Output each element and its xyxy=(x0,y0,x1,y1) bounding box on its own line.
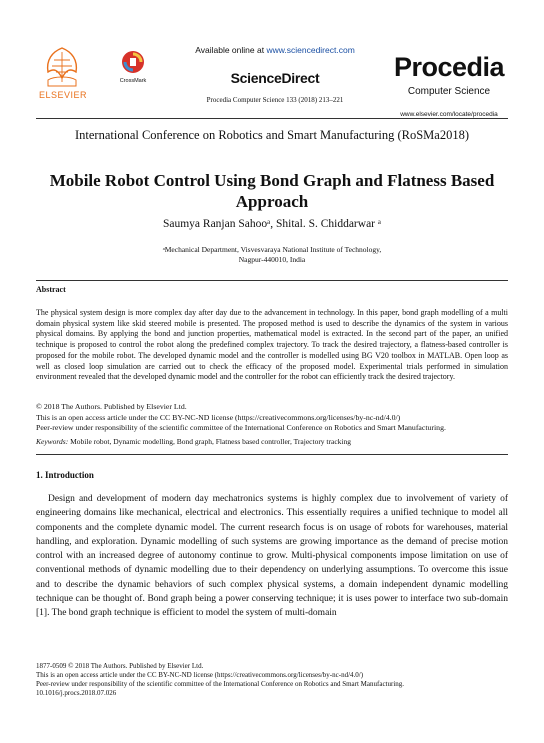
affiliation xyxy=(36,245,508,265)
available-online xyxy=(160,45,390,55)
copyright-block xyxy=(36,402,508,434)
section-body: Design and development of modern day mechatronics systems is highly complex due to involvement of variety of engineering domains like mechanical, electrical and electronics. This essentially requires a unified technique to model all components and the complete dynamic model. The current research focus is on usage of robots for warehouses, material handling, and exploration. Dynamic modelling of such systems are growing importance as the demand of precise motion control with an increased degree of autonomy continue to grow. Multi-physical components impose limitation on use of conventional methods of dynamic modelling due to their dependency on underlying assumptions. To overcome this issue and to describe the dynamic behaviors of such complex physical systems, a domain independent dynamic modelling technique can be thought of. Bond graph being a power conserving technique; it is uses power to interface two sub-domain [1]. The bond graph technique is efficient to model the system of multi-domain xyxy=(36,494,508,619)
copyright-line: © 2018 The Authors. Published by Elsevier Ltd. xyxy=(36,402,187,411)
footer-open-access: This is an open access article under the CC BY-NC-ND license (https://creativecommons.org/licenses/by-nc-nd/4.0/) xyxy=(36,671,364,679)
keywords-label: Keywords: xyxy=(36,437,69,446)
peer-review-line: Peer-review under responsibility of the scientific committee of the International Conference on Robotics and Smart Manufacturing. xyxy=(36,423,446,432)
elsevier-logo xyxy=(34,42,90,102)
elsevier-wordmark: ELSEVIER xyxy=(38,90,88,100)
footer-issn: 1877-0509 © 2018 The Authors. Published by Elsevier Ltd. xyxy=(36,662,204,670)
keywords-rule xyxy=(36,454,508,455)
affiliation-line: ᵃMechanical Department, Visvesvaraya National Institute of Technology, xyxy=(162,245,382,254)
conference-name: International Conference on Robotics and Smart Manufacturing (RoSMa2018) xyxy=(74,128,469,142)
journal-url[interactable]: www.elsevier.com/locate/procedia xyxy=(400,111,498,118)
citation-line: Procedia Computer Science 133 (2018) 213–221 xyxy=(206,96,344,104)
header-rule xyxy=(36,118,508,119)
journal-subtitle: Computer Science xyxy=(407,86,491,97)
sciencedirect-link[interactable]: www.sciencedirect.com xyxy=(266,45,355,55)
footer-peer-review: Peer-review under responsibility of the scientific committee of the International Conference on Robotics and Smart Manufacturing. xyxy=(36,680,405,688)
available-prefix: Available online at xyxy=(195,45,265,55)
journal-name: Procedia xyxy=(393,52,505,82)
crossmark-label: CrossMark xyxy=(119,78,147,84)
section-heading: 1. Introduction xyxy=(36,470,94,480)
affiliation-line: Nagpur-440010, India xyxy=(238,255,306,264)
footer-doi[interactable]: 10.1016/j.procs.2018.07.026 xyxy=(36,689,117,697)
footer xyxy=(36,662,508,698)
keywords-text: Mobile robot, Dynamic modelling, Bond graph, Flatness based controller, Trajectory tracking xyxy=(68,437,352,446)
open-access-line: This is an open access article under the CC BY-NC-ND license (https://creativecommons.org/licenses/by-nc-nd/4.0/) xyxy=(36,412,401,422)
author-list: Saumya Ranjan Sahooᵃ, Shital. S. Chiddarwar ᵃ xyxy=(162,218,382,230)
abstract-heading: Abstract xyxy=(36,285,66,294)
abstract-top-rule xyxy=(36,280,508,281)
paper-title: Mobile Robot Control Using Bond Graph and Flatness Based Approach xyxy=(49,171,495,211)
abstract-text: The physical system design is more complex day after day due to the advancement in technology. In this paper, bond graph modelling of a multi domain physical system like skid steered mobile is presented. The proposed method is used to describe the dynamics of the system in various physical domains. By applying the bond and junction properties, mathematical model is extracted. In the second part of the paper, an unified technique is proposed to control the robot along the predefined complex trajectory. To track the desired trajectory, a flatness-based controller is proposed for the mobile robot. The developed dynamic model and the controller is modelled using BG V20 toolbox in MATLAB. Open loop as well as closed loop simulation are carried out to check the efficacy of the proposed model. Experimental trials performed in simulation environment revealed that the developed dynamic model and the controller for the robot can efficiently track the desired trajectory. xyxy=(36,308,508,382)
crossmark-logo[interactable] xyxy=(118,48,148,88)
sciencedirect-wordmark: ScienceDirect xyxy=(230,70,320,86)
keywords xyxy=(36,437,508,446)
